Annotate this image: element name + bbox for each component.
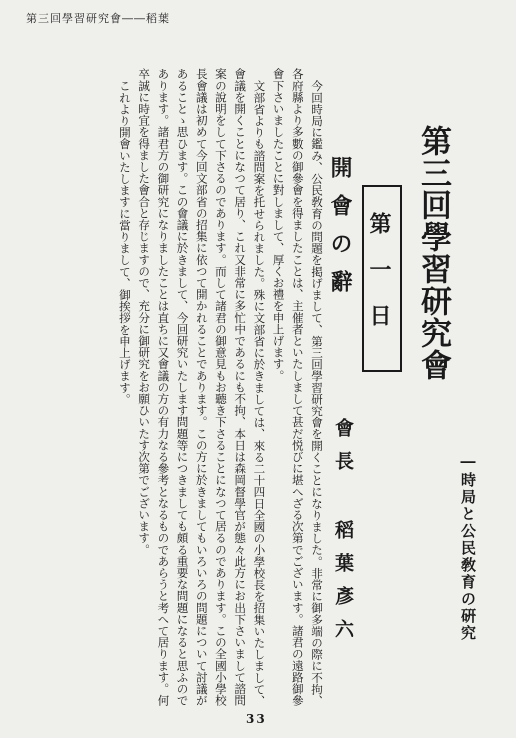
- body-paragraph: これより開會いたしますに當りまして、御挨拶を申上げます。: [117, 79, 132, 405]
- subtitle: ―時局と公民敎育の硏究: [459, 452, 477, 642]
- running-head: 第三回學習研究會――稻葉: [26, 12, 170, 25]
- speaker-name: 會長 稻葉彥六: [332, 418, 354, 652]
- day-label: 第一日: [366, 212, 392, 350]
- speech-title: 開會の辭: [327, 156, 353, 308]
- page-number: 33: [246, 712, 267, 726]
- body-text: [46, 68, 326, 708]
- body-paragraph: 文部省よりも諮問案を托せられました。殊に文部省に於きましては、來る二十四日全國の小學校長を招集いたしまして、會議を開くことになつて居り、これ又非常に多忙中であるにも不拘、本日は森岡督學官が態々此方にお出下さいまして諮問案の說明をして下さるのであります。而して諸君の御意見もお聽き下さることになつて居るのであります。この全國小學校長會議は初めて今回文部省の招集に依つて開かれることであります。この方に於きましてもいろいろの問題について討議があることゝ思ひます。この會議に於きまして、今回研究いたします問題等につきましても頗る重要な問題になると思ふのであります。諸君方の御研究になりましたことは直ちに又會議の方の有力なる參考となるものであらうと考へて居ります。何卒誠に時宜を得ました會合と存じますので、充分に御研究をお願ひいたす次第でございます。: [137, 68, 267, 706]
- main-title: 第三回學習研究會: [415, 125, 451, 381]
- body-paragraph: 今回時局に鑑み、公民敎育の問題を掲げまして、第三回學習研究會を開くことになりました。非常に御多端の際に不拘、各府縣より多數の御參會を得ましたことは、主催者といたしまして甚だ悦びに堪へざる次第でございます。諸君の遠路御參會下さいましたことに對しまして、厚くお禮を申上げます。: [271, 68, 324, 706]
